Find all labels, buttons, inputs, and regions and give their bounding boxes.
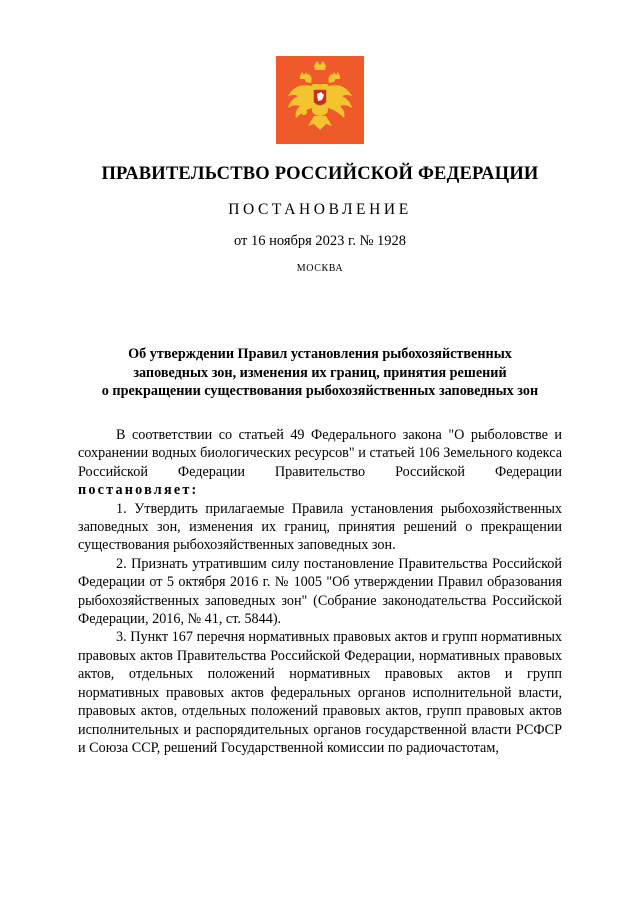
preamble-paragraph — [78, 426, 562, 500]
document-type: ПОСТАНОВЛЕНИЕ — [228, 201, 412, 218]
preamble-text: В соответствии со статьей 49 Федерального закона "О рыболовстве и сохранении водных биологических ресурсов" и статьей 106 Земельного кодекса Российской Федерации Правительство Российской Федерации — [78, 427, 562, 480]
coat-of-arms-emblem — [276, 56, 364, 144]
item-2: 2. Признать утратившим силу постановление Правительства Российской Федерации от 5 октября 2016 г. № 1005 "Об утверждении Правил образования рыбохозяйственных заповедных зон" (Собрание законодательства Российской Федерации, 2016, № 41, ст. 5844). — [78, 555, 562, 628]
russian-coat-of-arms-icon — [276, 56, 364, 144]
title-line: Об утверждении Правил установления рыбохозяйственных — [128, 346, 512, 362]
document-title — [70, 345, 570, 401]
government-name: ПРАВИТЕЛЬСТВО РОССИЙСКОЙ ФЕДЕРАЦИИ — [101, 164, 539, 184]
title-line: заповедных зон, изменения их границ, принятия решений — [133, 364, 507, 381]
item-3: 3. Пункт 167 перечня нормативных правовых актов и групп нормативных правовых актов Правительства Российской Федерации, нормативных правовых актов, отдельных положений нормативных правовых актов и групп нормативных правовых актов федеральных органов исполнительной власти, правовых актов, отдельных положений правовых актов, групп правовых актов исполнительных и распорядительных органов государственной власти РСФСР и Союза ССР, решений Государственной комиссии по радиочастотам, — [78, 629, 562, 756]
title-line: о прекращении существования рыбохозяйственных заповедных зон — [101, 383, 539, 399]
document-body — [78, 426, 562, 757]
decree-word: постановляет: — [78, 482, 199, 499]
document-date-number: от 16 ноября 2023 г. № 1928 — [233, 233, 407, 249]
item-1: 1. Утвердить прилагаемые Правила установления рыбохозяйственных заповедных зон, изменения их границ, принятия решений о прекращении существования рыбохозяйственных заповедных зон. — [78, 500, 562, 554]
document-city: МОСКВА — [296, 263, 344, 274]
